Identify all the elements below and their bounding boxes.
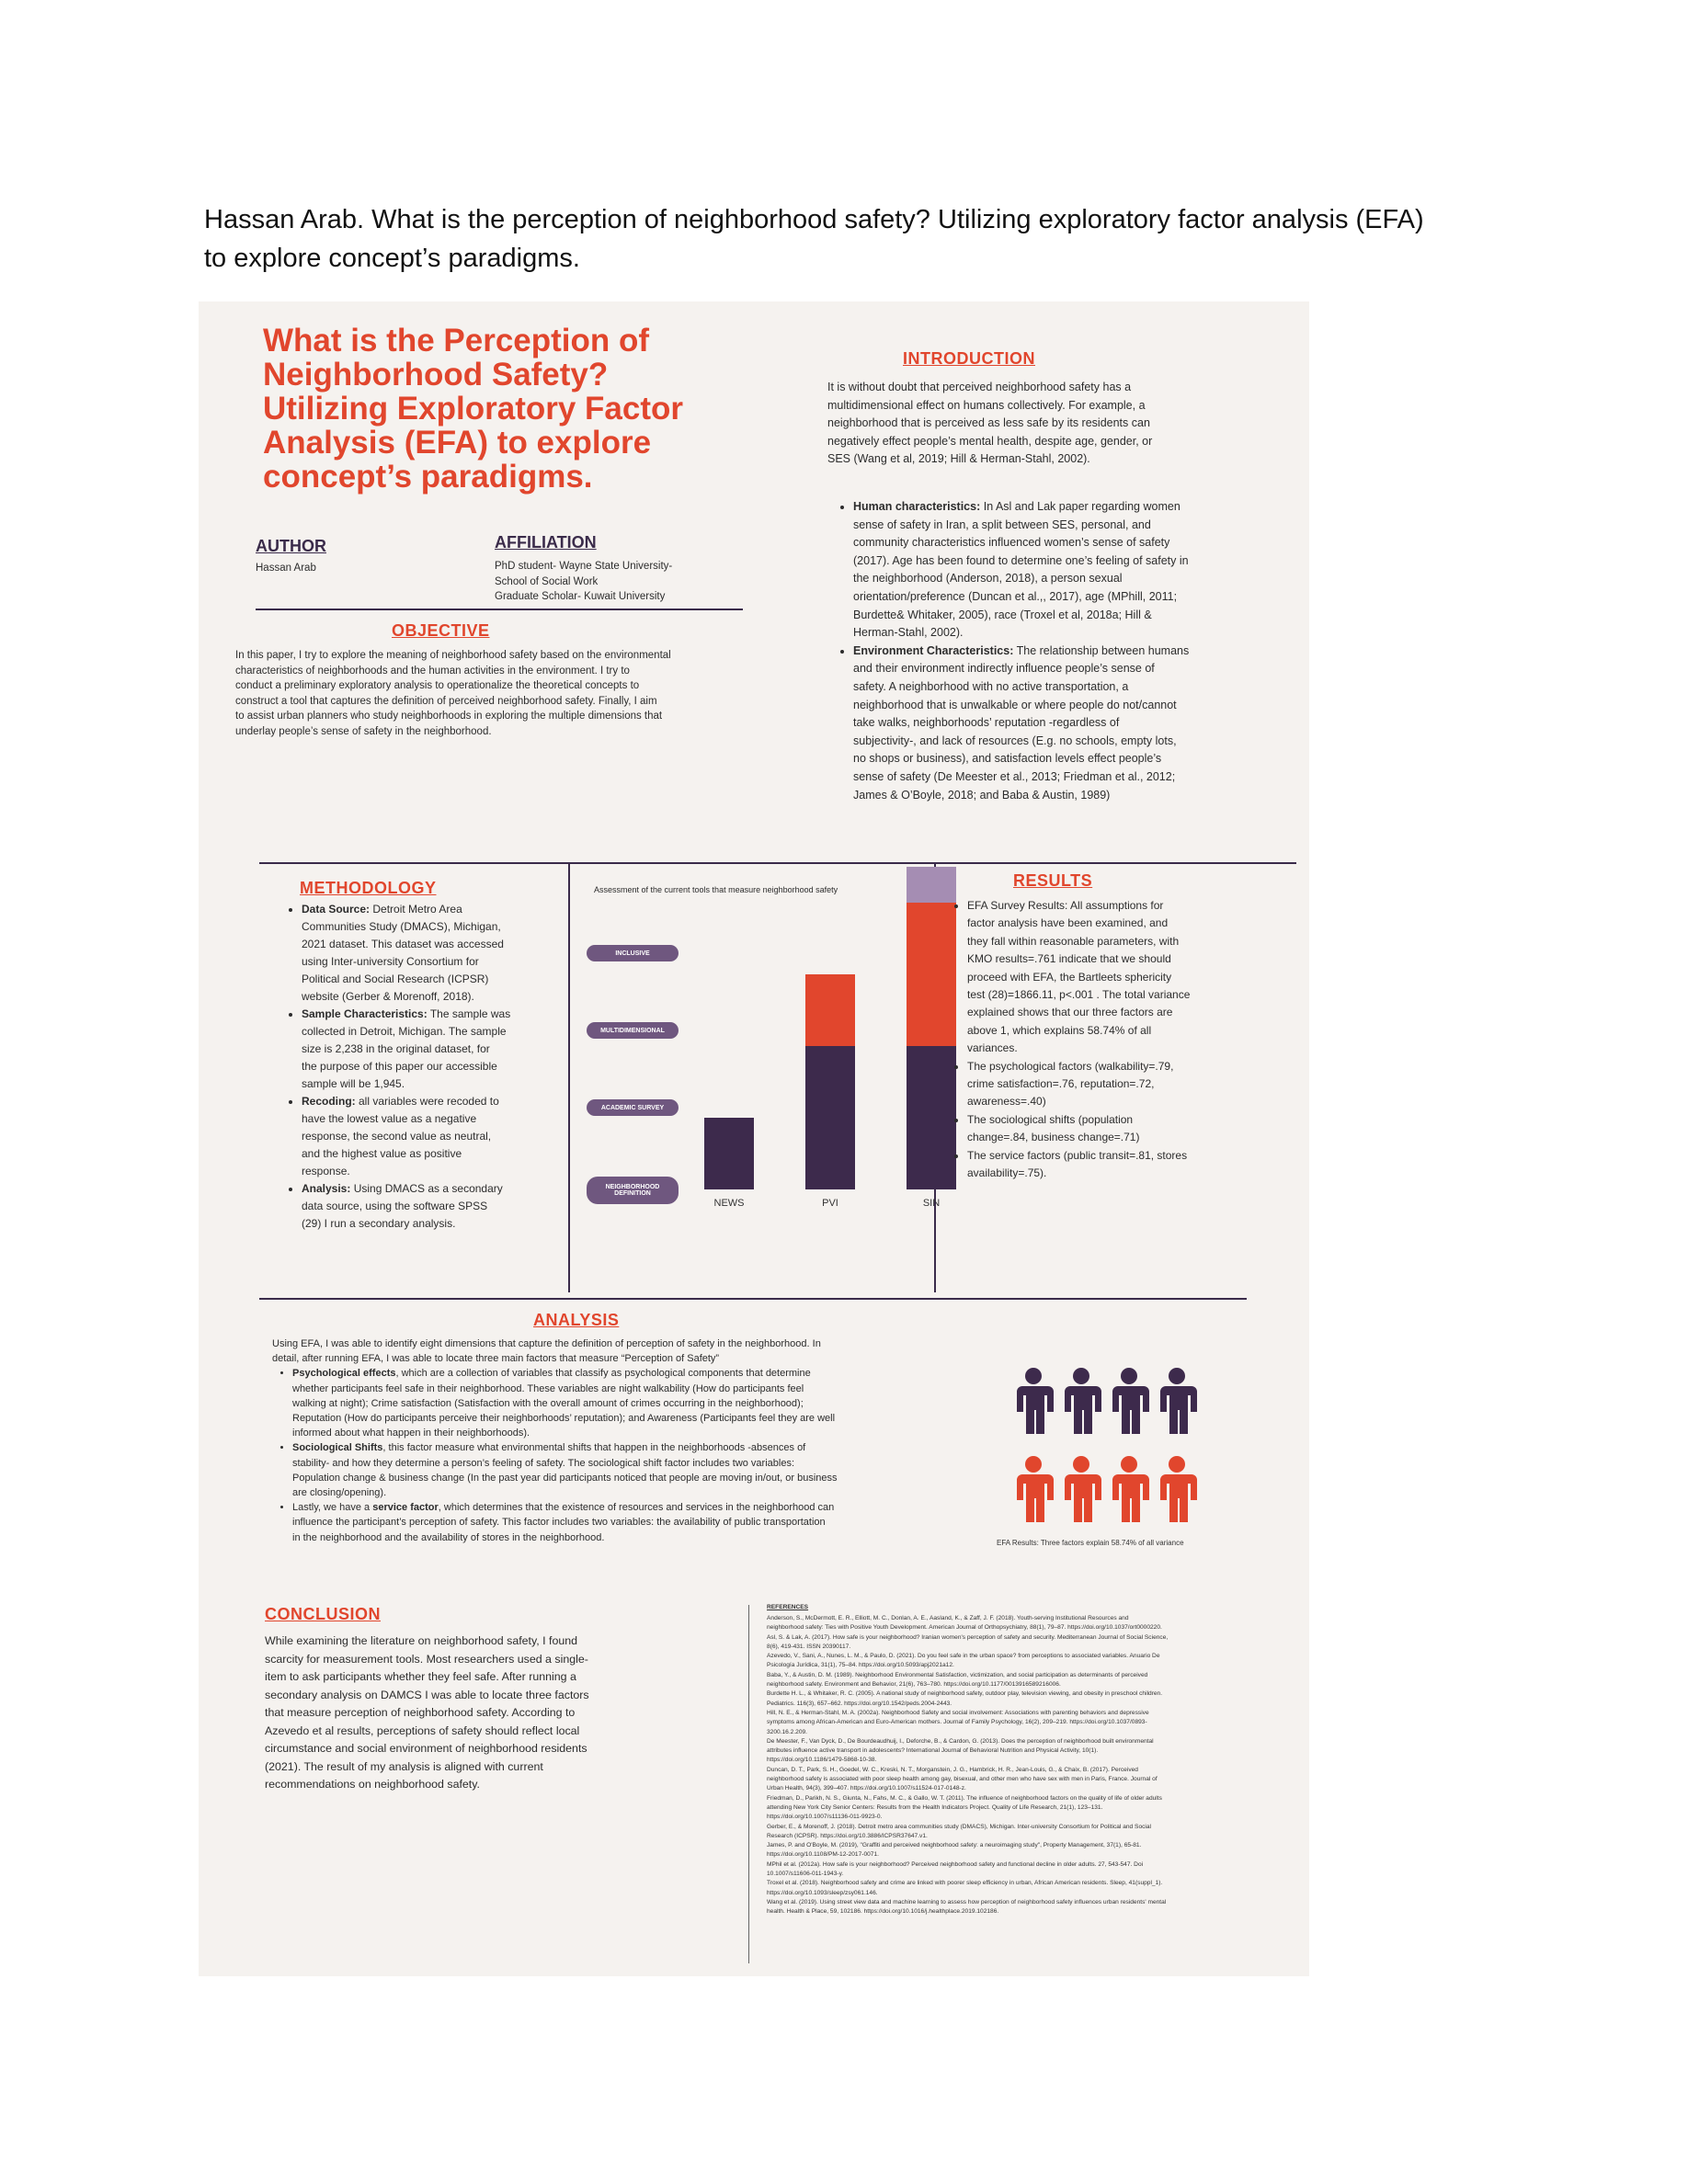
methodology-heading: METHODOLOGY (300, 879, 437, 897)
result-line: they fall within reasonable parameters, with (967, 934, 1180, 948)
objective-line: In this paper, I try to explore the meaning of neighborhood safety based on the environmental (235, 650, 671, 661)
result-line: change=.84, business change=.71) (967, 1131, 1140, 1144)
conclusion-line: While examining the literature on neighborhood safety, I found (265, 1634, 578, 1647)
reference-line: Friedman, D., Parikh, N. S., Giunta, N., Fahs, M. C., & Gallo, W. T. (2011). The influence of neighborhood factors on the quality of life of older adults (767, 1794, 1162, 1802)
reference-line: James, P. and O'Boyle, M. (2019), "Graffiti and perceived neighborhood safety: a neuroimaging study", Property Management, 37(1), 65-81. (767, 1842, 1142, 1849)
intro-line: It is without doubt that perceived neighborhood safety has a (827, 381, 1132, 393)
reference-line: attending New York City Senior Centers: Results from the Health Indicators Project. Quality of Life Research, 21(1), 123–131. (767, 1803, 1103, 1811)
person-icon (1112, 1368, 1149, 1434)
chart-title: Assessment of the current tools that measure neighborhood safety (594, 885, 838, 894)
conclusion-heading: CONCLUSION (265, 1605, 381, 1623)
analysis-line: whether participants feel safe in their neighborhood. These variables are night walkability (How do participants feel (292, 1382, 804, 1394)
level-label: NEIGHBORHOOD DEFINITION (587, 1177, 679, 1204)
objective-line: construct a tool that captures the definition of perceived neighborhood safety. Finally, I aim (235, 695, 657, 707)
divider (256, 609, 743, 610)
analysis-line: , which determines that the existence of resources and services in the neighborhood can (438, 1502, 835, 1514)
method-label: Recoding: (302, 1095, 356, 1108)
affiliation-heading: AFFILIATION (495, 533, 597, 552)
objective-text (235, 648, 769, 739)
bullet-line: and their environment indirectly influence people’s sense of (853, 662, 1155, 676)
reference-line: https://doi.org/10.1108/PM-12-2017-0071. (767, 1851, 879, 1859)
analysis-line: informed about what happen in their neighborhoods). (292, 1428, 530, 1439)
person-icon (1065, 1456, 1101, 1522)
affiliation-line: PhD student- Wayne State University- (495, 561, 673, 572)
analysis-line: in the neighborhood and the availability of stores in the neighborhood. (292, 1531, 605, 1543)
bullet-line: the neighborhood (Anderson, 2018), a person sexual (853, 572, 1123, 586)
bullet-line: community characteristics influenced women’s sense of safety (853, 536, 1170, 550)
reference-line: symptoms among African-American and Euro-American mothers. Journal of Family Psychology, 16(2), 209–219. https://doi.org/10.1037/0893- (767, 1719, 1147, 1726)
person-icon (1160, 1368, 1197, 1434)
bullet-line: subjectivity-, and lack of resources (E.g. no schools, empty lots, (853, 734, 1177, 747)
result-line: proceed with EFA, the Bartleets sphericity (967, 970, 1172, 984)
reference-line: Burdette H. L., & Whitaker, R. C. (2005). A national study of neighborhood safety, outdoor play, television viewing, and obesity in preschool children. (767, 1690, 1163, 1698)
reference-line: Anderson, S., McDermott, E. R., Elliott, M. C., Donlan, A. E., Aasland, K., & Zaff, J. F. (2018). Youth-serving Institutional Resources and (767, 1615, 1129, 1621)
title-line: concept’s paradigms. (263, 459, 593, 495)
level-label: ACADEMIC SURVEY (587, 1099, 679, 1116)
bar-segment-sin-2 (907, 867, 956, 903)
result-line: above 1, which explains 58.74% of all (967, 1023, 1152, 1037)
method-line: (29) I run a secondary analysis. (302, 1217, 456, 1230)
chart-canvas (587, 927, 941, 1230)
bullet-line: neighborhood that is unwalkable or where people do not/cannot (853, 698, 1177, 711)
reference-line: neighborhood safety: Ties with Positive Youth Development. American Journal of Orthopsychiatry, 88(1), 79–87. https://doi.org/10.1037/ort0000220. (767, 1624, 1162, 1632)
result-line: awareness=.40) (967, 1095, 1046, 1109)
reference-line: health. Health & Place, 59, 102186. https://doi.org/10.1016/j.healthplace.2019.102186. (767, 1908, 999, 1916)
analysis-line: walking at night); Crime satisfaction (Satisfaction with the overall amount of crimes occurring in the neighborhood); (292, 1397, 804, 1409)
bullet-label: Human characteristics: (853, 500, 981, 513)
person-icon (1017, 1456, 1054, 1522)
result-line: availability=.75). (967, 1166, 1047, 1180)
method-line: response. (302, 1165, 350, 1177)
method-line: all variables were recoded to (355, 1095, 499, 1108)
reference-line: 8(6), 419-431. ISSN 20390117. (767, 1643, 851, 1650)
reference-line: 3200.16.2.209. (767, 1728, 807, 1735)
result-item (967, 1058, 1291, 1111)
reference-line: De Meester, F., Van Dyck, D., De Bourdeaudhuij, I., Deforche, B., & Cardon, G. (2013). Does the perception of neighborhood built environmental (767, 1737, 1154, 1745)
poster-title (263, 324, 741, 494)
intro-bullet-human (853, 498, 1306, 643)
analysis-line: detail, after running EFA, I was able to locate three main factors that measure “Perception of Safety” (272, 1353, 720, 1365)
bar-segment-pvi-0 (805, 1046, 855, 1189)
bullet-line: sense of safety (De Meester et al., 2013; Friedman et al., 2012; (853, 769, 1176, 783)
result-item (967, 1111, 1291, 1147)
reference-line: neighborhood safety. Environment and Behavior, 21(6), 763–780. https://doi.org/10.1177/0013916589216006. (767, 1681, 1061, 1689)
divider (259, 1298, 1247, 1300)
person-icon (1112, 1456, 1149, 1522)
heading-line-2: to explore concept’s paradigms. (204, 244, 580, 273)
affiliation-line: School of Social Work (495, 575, 599, 587)
conclusion-line: Azevedo et al results, perceptions of safety should reflect local (265, 1723, 580, 1737)
bullet-line: In Asl and Lak paper regarding women (980, 500, 1180, 513)
reference-line: 10.1007/s11606-011-1943-y. (767, 1871, 844, 1878)
divider (259, 862, 1296, 864)
reference-line: Duncan, D. T., Park, S. H., Goedel, W. C., Kreski, N. T., Morganstein, J. G., Hambrick, H. R., Jean-Louis, G., & Chaix, B. (2017). Perceived (767, 1766, 1138, 1773)
method-label: Sample Characteristics: (302, 1007, 428, 1020)
method-line: the purpose of this paper our accessible (302, 1060, 497, 1073)
analysis-heading: ANALYSIS (533, 1311, 620, 1329)
references-list (767, 1614, 1300, 1917)
reference-line: https://doi.org/10.1186/1479-5868-10-38. (767, 1757, 877, 1764)
person-icon (1065, 1368, 1101, 1434)
results-heading: RESULTS (1013, 871, 1093, 890)
method-line: Communities Study (DMACS), Michigan, (302, 920, 501, 933)
method-item (302, 901, 561, 1006)
analysis-line: , which are a collection of variables that classify as psychological components that determine (395, 1368, 811, 1380)
affiliation-text (495, 559, 672, 605)
reference-line: Azevedo, V., Sani, A., Nunes, L. M., & Paulo, D. (2021). Do you feel safe in the urban space? from perceptions to associated variables. Anuario De (767, 1653, 1160, 1660)
document-heading (204, 200, 1510, 278)
analysis-item (292, 1500, 971, 1545)
result-line: • The psychological factors (walkability=.79, (967, 1059, 1174, 1073)
people-figure (1013, 1368, 1215, 1533)
reference-line: Research (ICPSR). https://doi.org/10.3886/ICPSR37647.v1. (767, 1832, 928, 1839)
conclusion-line: (2021). The result of my analysis is aligned with current (265, 1759, 543, 1773)
method-line: 2021 dataset. This dataset was accessed (302, 938, 504, 950)
result-line: • The sociological shifts (population (967, 1112, 1134, 1126)
analysis-line: Population change & business change (In the past year did participants noticed that people are moving in/out, or business (292, 1472, 838, 1484)
method-line: collected in Detroit, Michigan. The sample (302, 1025, 507, 1038)
conclusion-line: recommendations on neighborhood safety. (265, 1778, 480, 1791)
method-line: sample will be 1,945. (302, 1077, 405, 1090)
analysis-label: Sociological Shifts (292, 1442, 383, 1454)
method-line: Using DMACS as a secondary (350, 1182, 503, 1195)
reference-line: Baba, Y., & Austin, D. M. (1989). Neighborhood Environmental Satisfaction, victimization, and social participation as determinants of perceived (767, 1671, 1148, 1678)
intro-line: SES (Wang et al, 2019; Hill & Herman-Stahl, 2002). (827, 452, 1090, 466)
analysis-line: , this factor measure what environmental shifts that happen in the neighborhoods -absences of (382, 1442, 806, 1454)
conclusion-line: circumstance and social environment of neighborhood residents (265, 1742, 587, 1755)
objective-heading: OBJECTIVE (392, 621, 490, 640)
result-item (967, 897, 1291, 1058)
methodology-text (285, 901, 561, 1233)
bullet-line: orientation/preference (Duncan et al.,, 2017), age (MPhill, 2011; (853, 589, 1178, 603)
result-line: crime satisfaction=.76, reputation=.72, (967, 1077, 1155, 1091)
objective-line: conduct a preliminary exploratory analysis to operationalize the theoretical concepts to (235, 680, 640, 691)
method-line: website (Gerber & Morenoff, 2018). (302, 990, 474, 1003)
reference-line: Hill, N. E., & Herman-Stahl, M. A. (2002a). Neighborhood Safety and social involvement: Associations with parenting behaviors and depressive (767, 1709, 1149, 1716)
author-name: Hassan Arab (256, 563, 316, 574)
method-line: The sample was (427, 1007, 511, 1020)
category-label: SIN (922, 1198, 941, 1209)
intro-line: negatively effect people’s mental health, despite age, gender, or (827, 434, 1153, 448)
introduction-bullets (837, 498, 1306, 804)
intro-line: multidimensional effect on humans collectively. For example, a (827, 398, 1146, 412)
method-line: using Inter-university Consortium for (302, 955, 479, 968)
analysis-label: service factor (372, 1502, 439, 1514)
analysis-line: Using EFA, I was able to identify eight dimensions that capture the definition of perception of safety in the neighborhood. In (272, 1338, 821, 1349)
method-item (302, 1180, 561, 1233)
analysis-line: stability- and how they determine a person’s feeling of safety. The sociological shift factor includes two variables: (292, 1457, 795, 1469)
objective-line: to assist urban planners who study neighborhoods in exploring the multiple dimensions that (235, 711, 663, 722)
method-line: and the highest value as positive (302, 1147, 462, 1160)
bar-segment-pvi-1 (805, 974, 855, 1046)
bullet-line: no shops or business), and satisfaction levels effect people’s (853, 752, 1162, 766)
analysis-line: influence the participant’s perception of safety. This factor includes two variables: the availability of public transportation (292, 1517, 826, 1529)
results-text (951, 897, 1291, 1183)
divider (748, 1605, 749, 1963)
heading-line-1: Hassan Arab. What is the perception of neighborhood safety? Utilizing exploratory factor analysis (EFA) (204, 205, 1424, 234)
intro-line: neighborhood that is perceived as less safe by its residents can (827, 416, 1150, 430)
method-item (302, 1006, 561, 1093)
level-label: MULTIDIMENSIONAL (587, 1022, 679, 1039)
reference-line: Gerber, E., & Morenoff, J. (2018). Detroit metro area communities study (DMACS), Michigan. Inter-university Consortium for Political and Social (767, 1823, 1152, 1830)
method-line: data source, using the software SPSS (302, 1200, 488, 1212)
bullet-line: sense of safety in Iran, a split between SES, personal, and (853, 518, 1151, 531)
title-line: Neighborhood Safety? (263, 357, 609, 392)
analysis-line: are closing/opening). (292, 1487, 387, 1499)
reference-line: Urban Health, 94(3), 399–407. https://doi.org/10.1007/s11524-017-0148-z. (767, 1785, 966, 1792)
bullet-label: Environment Characteristics: (853, 643, 1014, 657)
poster (199, 301, 1309, 1976)
result-line: • EFA Survey Results: All assumptions for (967, 899, 1164, 912)
level-label: INCLUSIVE (587, 945, 679, 961)
method-item (302, 1093, 561, 1180)
bullet-line: Burdette& Whitaker, 2005), race (Troxel et al, 2018a; Hill & (853, 608, 1152, 621)
conclusion-text (265, 1632, 651, 1794)
conclusion-line: item to ask participants whether they feel safe. After running a (265, 1670, 576, 1683)
references-heading: REFERENCES (767, 1604, 809, 1610)
reference-line: neighborhood safety is associated with poor sleep health among gay, bisexual, and other men who have sex with men in Paris, France. Journal of (767, 1776, 1158, 1783)
bullet-line: James & O’Boyle, 2018; and Baba & Austin, 1989) (853, 788, 1111, 802)
category-label: NEWS (713, 1198, 745, 1209)
conclusion-line: secondary analysis on DAMCS I was able to locate three factors (265, 1688, 589, 1701)
title-line: Utilizing Exploratory Factor (263, 391, 683, 427)
analysis-text (272, 1337, 971, 1545)
result-line: KMO results=.761 indicate that we should (967, 952, 1171, 966)
objective-line: underlay people’s sense of safety in the neighborhood. (235, 725, 492, 737)
objective-line: characteristics of neighborhoods and the human activities in the environment. I try to (235, 665, 630, 677)
method-line: Political and Social Research (ICPSR) (302, 973, 489, 985)
reference-line: Wang et al. (2019). Using street view data and machine learning to assess how perception of neighborhood safety influences urban residents' mental (767, 1898, 1167, 1905)
reference-line: Troxel et al. (2018). Neighborhood safety and crime are linked with poorer sleep efficiency in urban, African American residents. Sleep, 41(suppl_1). (767, 1880, 1163, 1887)
figure-caption: EFA Results: Three factors explain 58.74% of all variance (997, 1539, 1184, 1547)
method-line: have the lowest value as a negative (302, 1112, 477, 1125)
reference-line: Asl, S. & Lak, A. (2017). How safe is your neighborhood? Iranian women's perception of safety and security. Mediterranean Journal of Social Science, (767, 1633, 1169, 1641)
analysis-line: Lastly, we have a (292, 1502, 373, 1514)
bar-segment-news-0 (704, 1118, 754, 1189)
introduction-text (827, 379, 1287, 469)
analysis-label: Psychological effects (292, 1368, 396, 1380)
analysis-line: Reputation (How do participants perceive their neighborhoods’ reputation); and Awareness (Participants feel they are well (292, 1413, 836, 1425)
divider (568, 862, 570, 1292)
reference-line: https://doi.org/10.1007/s11136-011-9923-0. (767, 1814, 883, 1821)
bullet-line: (2017). Age has been found to determine one’s feeling of safety in (853, 553, 1189, 567)
bar-segment-sin-1 (907, 903, 956, 1046)
affiliation-line: Graduate Scholar- Kuwait University (495, 591, 666, 602)
bullet-line: take walks, neighborhoods’ reputation -regardless of (853, 716, 1120, 730)
result-line: test (28)=1866.11, p<.001 . The total variance (967, 988, 1191, 1002)
method-line: Detroit Metro Area (370, 903, 462, 916)
bullet-line: safety. A neighborhood with no active transportation, a (853, 679, 1129, 693)
bullet-line: The relationship between humans (1013, 643, 1190, 657)
method-label: Analysis: (302, 1182, 351, 1195)
person-icon (1017, 1368, 1054, 1434)
result-line: factor analysis have been examined, and (967, 916, 1169, 930)
title-line: Analysis (EFA) to explore (263, 425, 652, 461)
conclusion-line: that measure perception of neighborhood safety. According to (265, 1706, 576, 1719)
result-item (967, 1147, 1291, 1183)
stacked-bar-chart (587, 927, 941, 1209)
reference-line: MPhil et al. (2012a). How safe is your neighborhood? Perceived neighborhood safety and functional decline in older adults. 27, 543-547. Doi (767, 1860, 1144, 1868)
reference-line: Psicología Jurídica, 31(1), 75–84. https://doi.org/10.5093/apj2021a12. (767, 1662, 954, 1669)
method-line: size is 2,238 in the original dataset, for (302, 1042, 490, 1055)
conclusion-line: scarcity for measurement tools. Most researchers used a single- (265, 1652, 588, 1666)
intro-bullet-environment (853, 643, 1306, 804)
bar-segment-sin-0 (907, 1046, 956, 1189)
analysis-item (292, 1366, 971, 1440)
method-line: response, the second value as neutral, (302, 1130, 492, 1143)
category-label: PVI (822, 1198, 838, 1209)
reference-line: attributes influence active transport in adolescents? International Journal of Behavioral Nutrition and Physical Activity, 10(1). (767, 1747, 1099, 1755)
title-line: What is the Perception of (263, 323, 650, 358)
result-line: explained shows that our three factors are (967, 1006, 1173, 1019)
result-line: variances. (967, 1041, 1018, 1055)
result-line: • The service factors (public transit=.81, stores (967, 1148, 1188, 1162)
person-icon (1160, 1456, 1197, 1522)
author-heading: AUTHOR (256, 537, 326, 555)
method-label: Data Source: (302, 903, 371, 916)
analysis-item (292, 1440, 971, 1500)
introduction-heading: INTRODUCTION (903, 349, 1035, 368)
bullet-line: Herman-Stahl, 2002). (853, 626, 964, 640)
reference-line: Pediatrics. 116(3), 657–662. https://doi.org/10.1542/peds.2004-2443. (767, 1700, 952, 1707)
reference-line: https://doi.org/10.1093/sleep/zsy061.146. (767, 1889, 878, 1896)
